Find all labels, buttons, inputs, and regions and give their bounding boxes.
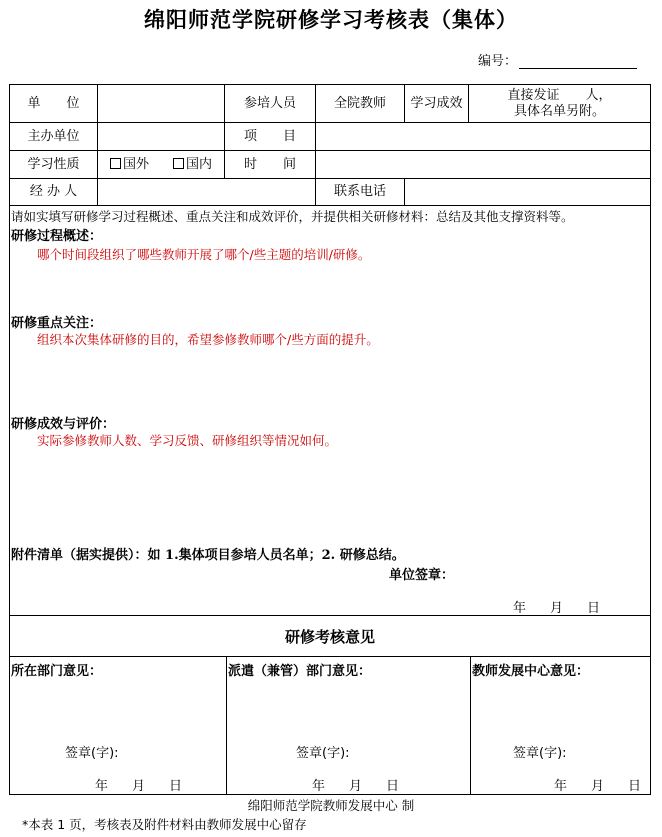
handler-field[interactable] — [98, 179, 316, 206]
result-title: 研修成效与评价： — [11, 417, 116, 432]
unit-field[interactable] — [98, 85, 225, 123]
narrative-section — [10, 206, 650, 616]
phone-label: 联系电话 — [316, 179, 405, 206]
result-hint[interactable]: 实际参修教师人数、学习反馈、研修组织等情况如何。 — [37, 433, 338, 448]
date-month: 月 — [132, 779, 146, 794]
item-label: 项 目 — [225, 123, 316, 151]
center-signature: 签章(字): — [513, 746, 567, 761]
option-abroad-label: 国外 — [122, 156, 149, 172]
focus-title: 研修重点关注： — [11, 316, 103, 331]
instruction-text: 请如实填写研修学习过程概述、重点关注和成效评价，并提供相关研修材料：总结及其他支撑资料等。 — [11, 209, 574, 224]
retention-note: *本表 1 页，考核表及附件材料由教师发展中心留存 — [22, 817, 307, 832]
overview-title: 研修过程概述： — [11, 229, 103, 244]
organizer-field[interactable] — [98, 123, 225, 151]
handler-label: 经 办 人 — [10, 179, 98, 206]
dispatch-opinion-cell[interactable] — [227, 657, 471, 794]
result-value-line1: 直接发证 人， — [507, 87, 612, 103]
center-date — [554, 775, 641, 794]
option-abroad[interactable] — [110, 157, 149, 173]
date-month: 月 — [591, 779, 605, 794]
dept-signature: 签章(字): — [65, 746, 119, 761]
participants-label: 参培人员 — [225, 85, 316, 123]
organizer-label: 主办单位 — [10, 123, 98, 151]
date-day: 日 — [587, 601, 601, 616]
issuer-footer: 绵阳师范学院教师发展中心 制 — [247, 798, 415, 813]
date-day: 日 — [628, 779, 642, 794]
attachments-list: 附件清单（据实提供）：如 1.集体项目参培人员名单；2. 研修总结。 — [11, 548, 405, 563]
item-field[interactable] — [316, 123, 650, 151]
dept-opinion-cell[interactable] — [10, 657, 227, 794]
evaluation-title: 研修考核意见 — [10, 616, 650, 657]
nature-options — [98, 151, 225, 179]
result-value — [469, 85, 650, 123]
date-year: 年 — [513, 601, 527, 616]
result-label: 学习成效 — [405, 85, 469, 123]
form-title: 绵阳师范学院研修学习考核表（集体） — [144, 7, 518, 32]
focus-hint[interactable]: 组织本次集体研修的目的，希望参修教师哪个/些方面的提升。 — [37, 332, 379, 347]
center-opinion-cell[interactable] — [471, 657, 650, 794]
date-day: 日 — [169, 779, 183, 794]
serial-number — [478, 50, 637, 69]
unit-date — [513, 597, 600, 616]
date-month: 月 — [349, 779, 363, 794]
dispatch-opinion-label: 派遣（兼管）部门意见： — [228, 664, 372, 679]
phone-field[interactable] — [405, 179, 650, 206]
option-domestic-label: 国内 — [185, 156, 212, 172]
serial-number-label: 编号： — [478, 54, 518, 69]
date-month: 月 — [550, 601, 564, 616]
dispatch-date — [312, 775, 399, 794]
dept-opinion-label: 所在部门意见： — [11, 664, 103, 679]
participants-value: 全院教师 — [316, 85, 405, 123]
dispatch-signature: 签章(字): — [296, 746, 350, 761]
checkbox-icon[interactable] — [173, 158, 184, 169]
date-year: 年 — [554, 779, 568, 794]
unit-seal-label: 单位签章： — [389, 568, 455, 583]
time-label: 时 间 — [225, 151, 316, 179]
unit-label: 单 位 — [10, 85, 98, 123]
time-field[interactable] — [316, 151, 650, 179]
date-day: 日 — [386, 779, 400, 794]
date-year: 年 — [312, 779, 326, 794]
assessment-form — [9, 84, 651, 795]
overview-hint[interactable]: 哪个时间段组织了哪些教师开展了哪个/些主题的培训/研修。 — [37, 247, 371, 262]
date-year: 年 — [95, 779, 109, 794]
serial-number-field[interactable] — [519, 54, 637, 69]
nature-label: 学习性质 — [10, 151, 98, 179]
center-opinion-label: 教师发展中心意见： — [472, 664, 590, 679]
checkbox-icon[interactable] — [110, 158, 121, 169]
option-domestic[interactable] — [173, 157, 212, 173]
result-value-line2: 具体名单另附。 — [513, 103, 605, 119]
dept-date — [95, 775, 182, 794]
